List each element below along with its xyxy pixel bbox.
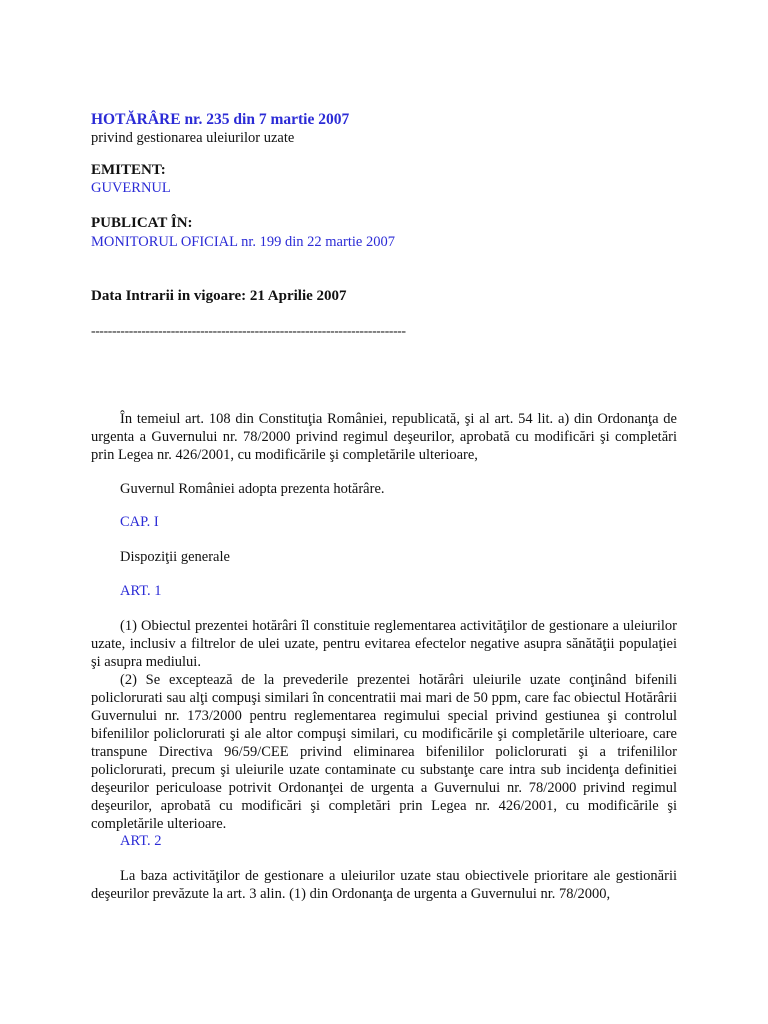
article-2-paragraph-1: La baza activităţilor de gestionare a uleiurilor uzate stau obiectivele prioritare ale gestionării deşeurilor prevăzute la art. 3 alin. (1) din Ordonanţa de urgenta a Guvernului nr. 78/2000,: [91, 868, 677, 902]
chapter-1-link[interactable]: CAP. I: [120, 514, 159, 530]
document-subtitle: privind gestionarea uleiurilor uzate: [91, 130, 295, 146]
article-1-paragraph-1: (1) Obiectul prezentei hotărâri îl constituie reglementarea activităţilor de gestionare a uleiurilor uzate, inclusiv a filtrelor de ulei uzate, pentru evitarea efectelor negative asupra sănătăţii populaţiei şi asupra mediului.: [91, 618, 677, 670]
preamble-paragraph: În temeiul art. 108 din Constituţia României, republicată, şi al art. 54 lit. a) din Ordonanţa de urgenta a Guvernului nr. 78/2000 privind regimul deşeurilor, aprobată cu modificări şi completări prin Legea nr. 426/2001, cu modificările şi completările ulterioare,: [91, 411, 677, 463]
adoption-paragraph: Guvernul României adopta prezenta hotărâre.: [120, 481, 385, 497]
monitorul-oficial-link[interactable]: MONITORUL OFICIAL nr. 199 din 22 martie 2007: [91, 234, 395, 250]
emitent-label: EMITENT:: [91, 162, 166, 178]
article-1-paragraph-2: (2) Se exceptează de la prevederile prezentei hotărâri uleiurile uzate conţinând bifenili policlorurati sau alţi compuşi similari în concentratii mai mari de 50 ppm, care fac obiectul Hotărârii Guvernului nr. 173/2000 pentru reglementarea regimului special privind gestiunea şi controlul bifenililor policlorurati şi ale altor compuşi similari, cu modificările şi completările ulterioare, care transpune Directiva 96/59/CEE privind eliminarea bifenililor policlorurati şi a trifenililor policlorurati, precum şi uleiurile uzate contaminate cu substanţe care intra sub incidenţa definitiei deşeurilor periculoase potrivit Ordonanţei de urgenta a Guvernului nr. 78/2000 privind regimul deşeurilor, aprobată cu modificări şi completări prin Legea nr. 426/2001, cu modificările şi completările ulterioare.: [91, 672, 677, 832]
chapter-title: Dispoziţii generale: [120, 549, 230, 565]
effective-date: Data Intrarii in vigoare: 21 Aprilie 2007: [91, 288, 347, 304]
article-2-link[interactable]: ART. 2: [120, 833, 162, 849]
emitent-link[interactable]: GUVERNUL: [91, 180, 171, 196]
separator-line: ---------------------------------------------------------------------------: [91, 323, 406, 338]
publicat-label: PUBLICAT ÎN:: [91, 215, 193, 231]
document-title: HOTĂRÂRE nr. 235 din 7 martie 2007: [91, 111, 350, 128]
article-1-link[interactable]: ART. 1: [120, 583, 162, 599]
